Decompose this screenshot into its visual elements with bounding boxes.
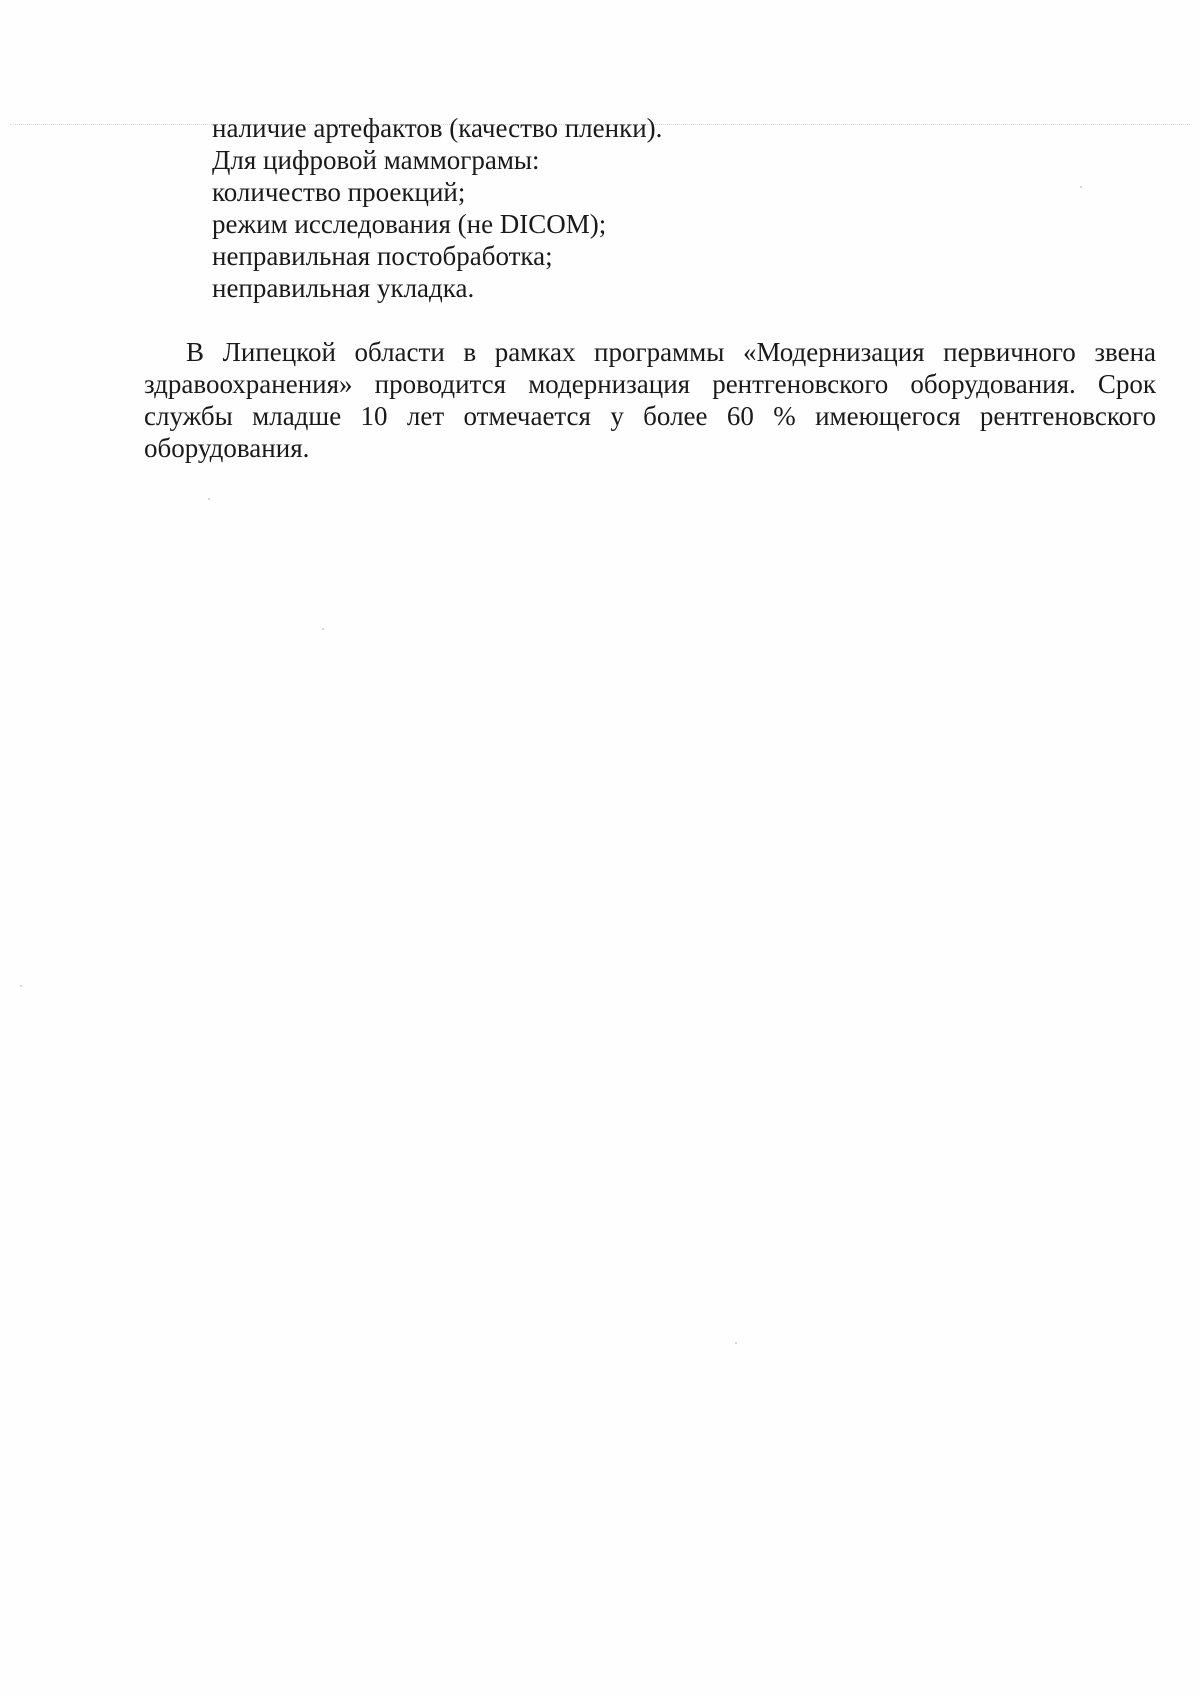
criteria-list bbox=[212, 112, 1112, 304]
list-item-heading: Для цифровой маммограмы: bbox=[212, 145, 540, 175]
list-item: количество проекций; bbox=[212, 177, 466, 207]
scan-speck bbox=[1080, 186, 1082, 188]
scan-speck bbox=[322, 628, 324, 630]
list-item: неправильная укладка. bbox=[212, 273, 475, 303]
body-paragraph: В Липецкой области в рамках программы «Модернизация первичного звена здравоохранения» проводится модернизация рентгеновского оборудования. Срок службы младше 10 лет отмечается у более 60 % имеющегося рентгеновского оборудования. bbox=[144, 337, 1156, 463]
scan-speck bbox=[735, 1342, 737, 1344]
scan-speck bbox=[20, 985, 22, 987]
list-item: неправильная постобработка; bbox=[212, 241, 553, 271]
list-item: режим исследования (не DICOM); bbox=[212, 209, 607, 239]
list-item: наличие артефактов (качество пленки). bbox=[212, 113, 663, 143]
scan-speck bbox=[208, 498, 210, 500]
